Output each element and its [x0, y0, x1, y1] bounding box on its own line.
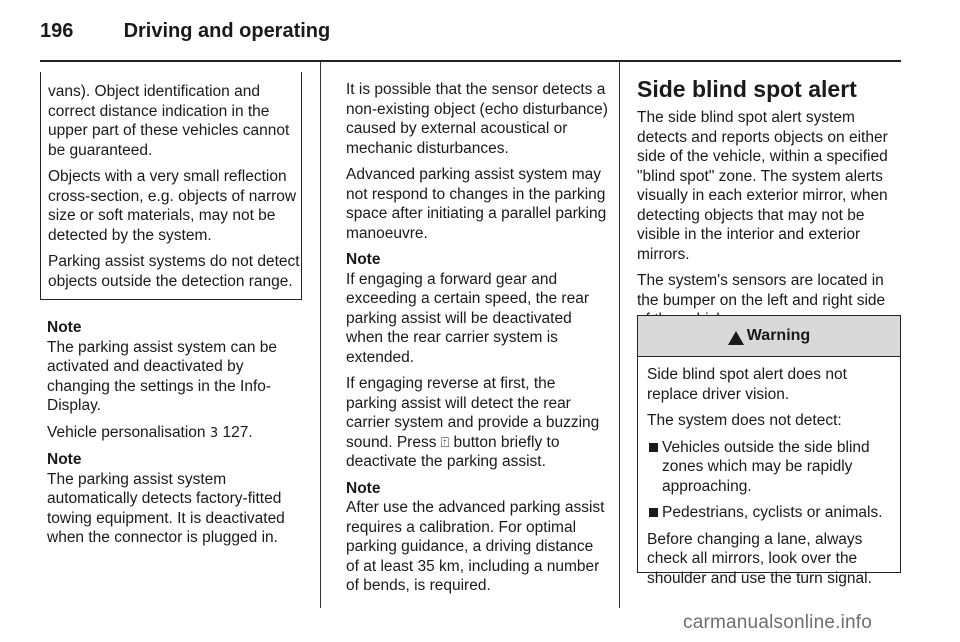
- column-divider-1: [320, 62, 321, 608]
- warning-header: [638, 316, 900, 357]
- warning-paragraph: Side blind spot alert does not replace driver vision.: [647, 366, 847, 403]
- note-label: Note: [346, 251, 381, 268]
- section-title: Driving and operating: [123, 20, 331, 42]
- list-item: [647, 438, 892, 497]
- page-number: 196: [40, 20, 74, 42]
- warning-list: [647, 438, 892, 523]
- note-text: The parking assist system automatically detects factory-fitted towing equipment. It is deactivated when the connector is plugged in.: [47, 470, 285, 546]
- reference-page: 127.: [222, 423, 253, 441]
- section-heading: Side blind spot alert: [637, 76, 857, 102]
- bullet-square-icon: [649, 443, 658, 452]
- warning-box: [637, 315, 901, 587]
- warning-paragraph: Before changing a lane, always check all mirrors, look over the shoulder and use the turn signal.: [647, 530, 872, 587]
- reference-text: Vehicle personalisation: [47, 423, 206, 441]
- warning-title: Warning: [746, 327, 811, 344]
- list-item-text: Pedestrians, cyclists or animals.: [662, 504, 883, 521]
- warning-triangle-icon: [728, 331, 744, 345]
- box-paragraph: Parking assist systems do not detect objects outside the detection range.: [48, 253, 300, 290]
- parking-assist-button-icon: ⍐: [440, 433, 450, 450]
- column-3: [637, 108, 901, 337]
- note-label: Note: [47, 451, 82, 468]
- paragraph-text: If engaging reverse at first, the parking assist will detect the rear carrier system and provide a buzzing sound. Press: [346, 375, 600, 451]
- continued-notice-box: [40, 72, 302, 300]
- page-header: [40, 20, 330, 43]
- warning-body: [638, 357, 900, 588]
- column-2: [346, 80, 608, 603]
- list-item: [647, 503, 892, 523]
- bullet-square-icon: [649, 508, 658, 517]
- watermark: carmanualsonline.info: [683, 612, 873, 633]
- box-paragraph: vans). Object identification and correct distance indication in the upper part of these vehicles cannot be guaranteed.: [48, 83, 290, 159]
- column-divider-2: [619, 62, 620, 608]
- header-rule: [40, 60, 901, 62]
- paragraph: The side blind spot alert system detects and reports objects on either side of the vehicle, within a specified "blind spot" zone. The system alerts visually in each exterior mirror, when detecting objects that may not be visible in the interior and exterior mirrors.: [637, 109, 888, 263]
- warning-paragraph: The system does not detect:: [647, 412, 842, 429]
- note-label: Note: [47, 319, 82, 336]
- note-text: If engaging a forward gear and exceeding a certain speed, the rear parking assist will be deactivated when the rear carrier system is extended.: [346, 270, 589, 366]
- paragraph: The system's sensors are located in the bumper on the left and right side: [637, 272, 886, 309]
- column-1: [47, 318, 305, 555]
- note-label: Note: [346, 479, 381, 497]
- list-item-text: Vehicles outside the side blind zones which may be rapidly approaching.: [662, 438, 870, 495]
- paragraph-with-button: [346, 374, 608, 472]
- note-text: After use the advanced parking assist requires a calibration. For optimal parking guidance, a driving distance of at least 35 km, including a number of bends, is required.: [346, 499, 605, 594]
- box-paragraph: Objects with a very small reflection cross-section, e.g. objects of narrow size or soft materials, may not be detected by the system.: [48, 168, 297, 244]
- note-text: The parking assist system can be activated and deactivated by changing the settings in the Info-Display.: [47, 338, 278, 414]
- cross-reference: [47, 423, 305, 444]
- page-reference-arrow-icon: 3: [209, 425, 219, 441]
- paragraph-text: button briefly to deactivate the parking assist.: [346, 433, 560, 470]
- paragraph: It is possible that the sensor detects a non-existing object (echo disturbance) caused by external acoustical or mechanic disturbances.: [346, 81, 608, 157]
- paragraph: Advanced parking assist system may not respond to changes in the parking space after initiating a parallel parking manoeuvre.: [346, 166, 607, 242]
